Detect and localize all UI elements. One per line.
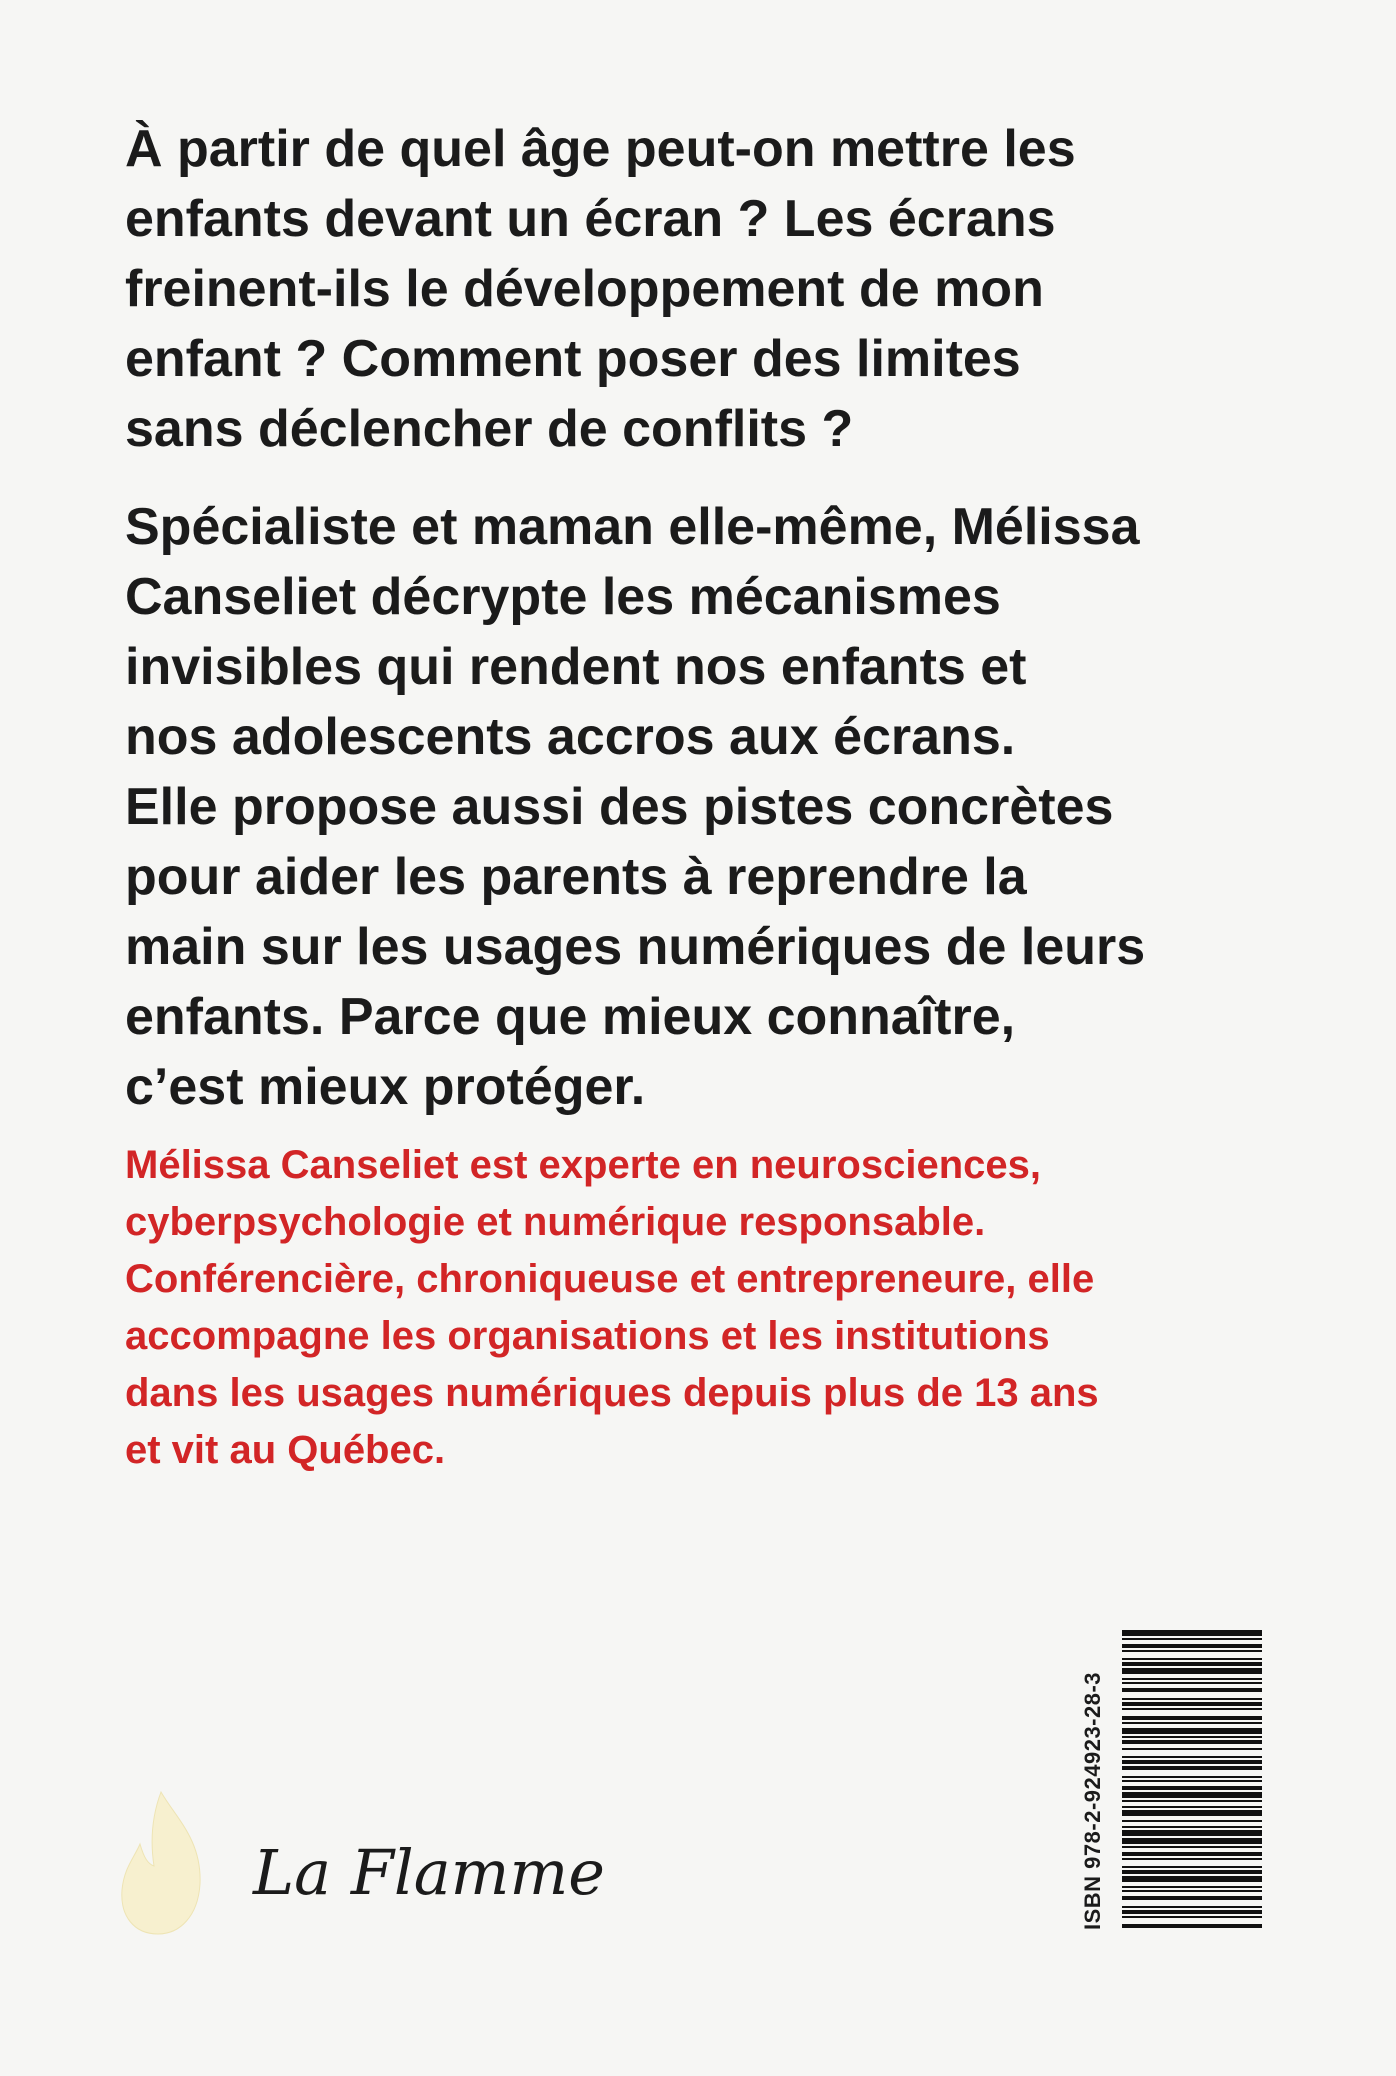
- barcode-bar: [1122, 1698, 1262, 1700]
- publisher-logo: [118, 1788, 638, 1938]
- publisher-name: La Flamme: [253, 1836, 605, 1909]
- isbn-number: ISBN 978-2-924923-28-3: [1080, 1671, 1105, 1930]
- barcode-bar: [1122, 1876, 1262, 1882]
- barcode-bar: [1122, 1838, 1262, 1844]
- barcode-bar: [1122, 1830, 1262, 1836]
- barcode-bar: [1122, 1760, 1262, 1764]
- book-description: Spécialiste et maman elle-même, Mélissa Canseliet décrypte les mécanismes invisibles qui rendent nos enfants et nos adolescents accros aux écrans. Elle propose aussi des pistes concrètes pour aider les parents à reprendre la main sur les usages numériques de leurs enfants. Parce que mieux connaître, c’est mieux protéger.: [125, 498, 1146, 1116]
- barcode-bar: [1122, 1688, 1262, 1692]
- barcode-bar: [1122, 1886, 1262, 1888]
- barcode-bar: [1122, 1638, 1262, 1640]
- barcode-bar: [1122, 1916, 1262, 1918]
- barcode-bar: [1122, 1722, 1262, 1724]
- barcode-bar: [1122, 1748, 1262, 1750]
- isbn-barcode: [1070, 1630, 1270, 1930]
- barcode-bar: [1122, 1650, 1262, 1652]
- barcode-bar: [1122, 1740, 1262, 1744]
- barcode-bar: [1122, 1870, 1262, 1874]
- barcode-bar: [1122, 1820, 1262, 1822]
- barcode-bar: [1122, 1826, 1262, 1828]
- barcode-bar: [1122, 1678, 1262, 1680]
- barcode-bar: [1122, 1708, 1262, 1710]
- barcode-bar: [1122, 1736, 1262, 1738]
- barcode-bar: [1122, 1786, 1262, 1790]
- barcode-bar: [1122, 1682, 1262, 1684]
- barcode-bar: [1122, 1766, 1262, 1770]
- barcode-bar: [1122, 1924, 1262, 1928]
- barcode-bar: [1122, 1810, 1262, 1816]
- barcode: [1122, 1630, 1262, 1930]
- barcode-bar: [1122, 1858, 1262, 1860]
- barcode-bar: [1122, 1702, 1262, 1706]
- barcode-bar: [1122, 1896, 1262, 1900]
- flame-icon: [118, 1788, 204, 1938]
- barcode-bar: [1122, 1668, 1262, 1674]
- barcode-bar: [1122, 1910, 1262, 1914]
- barcode-bar: [1122, 1658, 1262, 1660]
- barcode-bar: [1122, 1756, 1262, 1758]
- intro-questions: À partir de quel âge peut-on mettre les enfants devant un écran ? Les écrans freinent-ils le développement de mon enfant ? Comment poser des limites sans déclencher de conflits ?: [125, 120, 1076, 458]
- barcode-bar: [1122, 1780, 1262, 1782]
- barcode-bar: [1122, 1728, 1262, 1734]
- barcode-bar: [1122, 1716, 1262, 1720]
- barcode-bar: [1122, 1852, 1262, 1856]
- barcode-bar: [1122, 1630, 1262, 1636]
- author-bio: Mélissa Canseliet est experte en neurosciences, cyberpsychologie et numérique responsable. Conférencière, chroniqueuse et entrepreneure, elle accompagne les organisations et les institutions dans les usages numériques depuis plus de 13 ans et vit au Québec.: [125, 1143, 1099, 1472]
- barcode-bar: [1122, 1846, 1262, 1848]
- barcode-bar: [1122, 1866, 1262, 1868]
- barcode-bar: [1122, 1906, 1262, 1908]
- barcode-bar: [1122, 1890, 1262, 1892]
- barcode-bar: [1122, 1776, 1262, 1778]
- barcode-bar: [1122, 1644, 1262, 1648]
- barcode-bar: [1122, 1662, 1262, 1666]
- barcode-bar: [1122, 1792, 1262, 1798]
- barcode-bar: [1122, 1806, 1262, 1808]
- barcode-bar: [1122, 1800, 1262, 1802]
